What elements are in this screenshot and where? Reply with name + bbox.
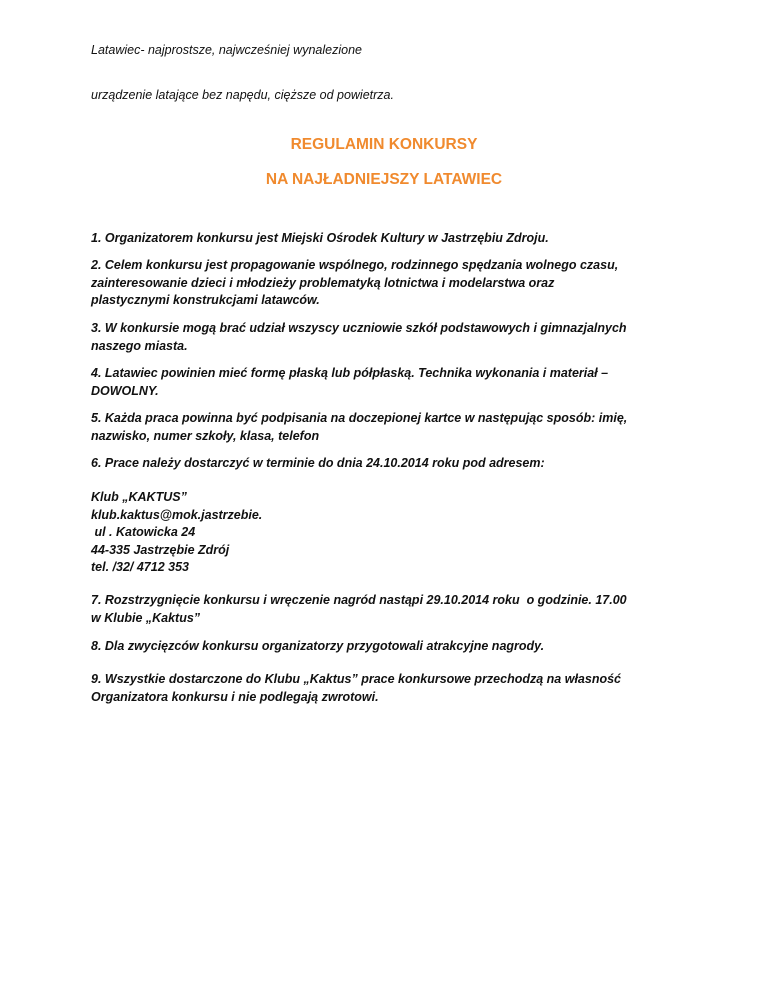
- document-title-line-1: REGULAMIN KONKURSY: [290, 136, 478, 153]
- item-9-line-1: 9. Wszystkie dostarczone do Klubu „Kaktus” prace konkursowe przechodzą na własność: [91, 672, 621, 686]
- item-3-line-2: naszego miasta.: [91, 338, 188, 353]
- intro-line-1: Latawiec- najprostsze, najwcześniej wynalezione: [91, 43, 362, 57]
- address-block: [91, 489, 691, 577]
- address-club-name: Klub „KAKTUS”: [91, 490, 187, 504]
- item-3-line-1: 3. W konkursie mogą brać udział wszyscy uczniowie szkół podstawowych i gimnazjalnych: [91, 321, 627, 335]
- regulation-item-3: [91, 320, 691, 355]
- item-2-line-3: plastycznymi konstrukcjami latawców.: [91, 293, 320, 307]
- intro-line-2: urządzenie latające bez napędu, cięższe od powietrza.: [91, 88, 394, 102]
- item-7-line-2: w Klubie „Kaktus”: [91, 610, 201, 625]
- item-2-line-1: 2. Celem konkursu jest propagowanie wspólnego, rodzinnego spędzania wolnego czasu,: [91, 258, 619, 272]
- address-phone: tel. /32/ 4712 353: [91, 560, 189, 574]
- item-7-line-1: 7. Rozstrzygnięcie konkursu i wręczenie nagród nastąpi 29.10.2014 roku o godzinie. 17.00: [91, 593, 627, 607]
- item-9-line-2: Organizatora konkursu i nie podlegają zwrotowi.: [91, 689, 379, 704]
- item-4-line-2: DOWOLNY.: [91, 383, 159, 398]
- regulation-item-6: [91, 455, 691, 473]
- item-2-line-2: zainteresowanie dzieci i młodzieży problematyką lotnictwa i modelarstwa oraz: [91, 275, 555, 290]
- document-title-line-2: NA NAJŁADNIEJSZY LATAWIEC: [265, 171, 503, 188]
- address-email: klub.kaktus@mok.jastrzebie.: [91, 507, 263, 522]
- item-1-line-1: 1. Organizatorem konkursu jest Miejski Ośrodek Kultury w Jastrzębiu Zdroju.: [91, 231, 549, 245]
- regulation-item-7: [91, 592, 691, 627]
- address-city: 44-335 Jastrzębie Zdrój: [91, 542, 230, 557]
- regulation-item-5: [91, 410, 691, 445]
- item-5-line-2: nazwisko, numer szkoły, klasa, telefon: [91, 428, 320, 443]
- item-4-line-1: 4. Latawiec powinien mieć formę płaską lub półpłaską. Technika wykonania i materiał –: [91, 366, 609, 380]
- item-6-line-1: 6. Prace należy dostarczyć w terminie do dnia 24.10.2014 roku pod adresem:: [91, 456, 545, 470]
- regulation-item-1: [91, 230, 691, 248]
- item-5-line-1: 5. Każda praca powinna być podpisania na doczepionej kartce w następując sposób: imię,: [91, 411, 628, 425]
- regulation-item-2: [91, 257, 691, 310]
- regulation-item-8: [91, 638, 691, 656]
- address-street: ul . Katowicka 24: [91, 525, 196, 539]
- item-8-line-1: 8. Dla zwycięzców konkursu organizatorzy przygotowali atrakcyjne nagrody.: [91, 639, 545, 653]
- regulation-item-9: [91, 671, 691, 706]
- regulation-item-4: [91, 365, 691, 400]
